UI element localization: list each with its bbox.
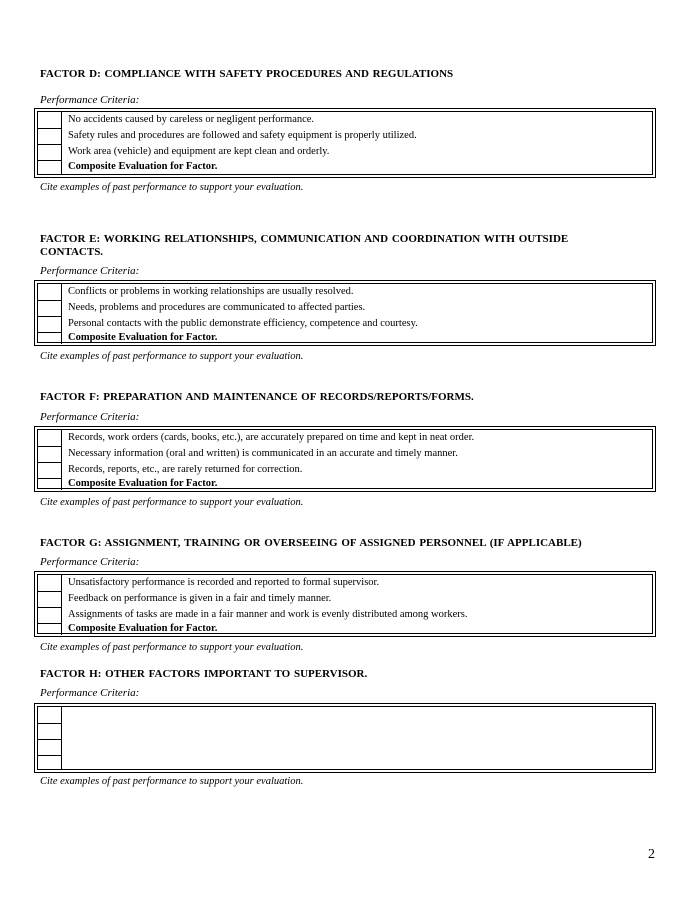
- criteria-row: [38, 607, 652, 623]
- composite-row: [38, 623, 652, 635]
- cite-examples-note: Cite examples of past performance to support your evaluation.: [40, 351, 304, 362]
- composite-rating-box[interactable]: [38, 478, 62, 490]
- criteria-row: [38, 430, 652, 446]
- rating-box[interactable]: [38, 707, 62, 723]
- factor-h-title: FACTOR H: OTHER FACTORS IMPORTANT TO SUPERVISOR.: [40, 668, 368, 680]
- rating-box[interactable]: [38, 723, 62, 739]
- criteria-row: [38, 128, 652, 144]
- factor-d-title: FACTOR D: COMPLIANCE WITH SAFETY PROCEDURES AND REGULATIONS: [40, 68, 454, 80]
- performance-criteria-label: Performance Criteria:: [40, 556, 140, 568]
- criteria-text: Needs, problems and procedures are communicated to affected parties.: [68, 302, 366, 313]
- page-number: 2: [648, 847, 655, 862]
- factor-h-criteria-table: [34, 703, 656, 773]
- composite-rating-box[interactable]: [38, 332, 62, 344]
- performance-criteria-label: Performance Criteria:: [40, 687, 140, 699]
- rating-box[interactable]: [38, 316, 62, 332]
- criteria-row: [38, 446, 652, 462]
- criteria-text: Conflicts or problems in working relationships are usually resolved.: [68, 286, 354, 297]
- factor-e-section: [40, 233, 656, 362]
- criteria-row: [38, 575, 652, 591]
- cite-examples-note: Cite examples of past performance to support your evaluation.: [40, 182, 304, 193]
- criteria-row: [38, 144, 652, 160]
- criteria-row: [38, 462, 652, 478]
- criteria-text: Assignments of tasks are made in a fair manner and work is evenly distributed among workers.: [68, 609, 468, 620]
- factor-h-section: [40, 668, 656, 787]
- composite-label: Composite Evaluation for Factor.: [68, 161, 218, 172]
- criteria-text: Safety rules and procedures are followed and safety equipment is properly utilized.: [68, 130, 417, 141]
- factor-f-section: [40, 391, 656, 508]
- rating-box[interactable]: [38, 446, 62, 462]
- rating-box[interactable]: [38, 300, 62, 316]
- cite-examples-note: Cite examples of past performance to support your evaluation.: [40, 776, 304, 787]
- factor-g-title: FACTOR G: ASSIGNMENT, TRAINING OR OVERSEEING OF ASSIGNED PERSONNEL (IF APPLICABLE): [40, 537, 582, 549]
- composite-rating-box[interactable]: [38, 623, 62, 635]
- factor-d-section: [40, 68, 656, 193]
- factor-e-criteria-table: [34, 280, 656, 346]
- factor-g-section: [40, 537, 656, 653]
- rating-box[interactable]: [38, 128, 62, 144]
- performance-criteria-label: Performance Criteria:: [40, 94, 140, 106]
- factor-d-criteria-table: [34, 108, 656, 178]
- factor-f-criteria-table: [34, 426, 656, 492]
- composite-row: [38, 478, 652, 490]
- factor-f-title: FACTOR F: PREPARATION AND MAINTENANCE OF RECORDS/REPORTS/FORMS.: [40, 391, 474, 403]
- criteria-text: No accidents caused by careless or negligent performance.: [68, 114, 315, 125]
- rating-box[interactable]: [38, 591, 62, 607]
- composite-label: Composite Evaluation for Factor.: [68, 478, 218, 489]
- rating-box[interactable]: [38, 755, 62, 769]
- criteria-text: Feedback on performance is given in a fair and timely manner.: [68, 593, 332, 604]
- factor-g-criteria-table: [34, 571, 656, 637]
- performance-criteria-label: Performance Criteria:: [40, 411, 140, 423]
- performance-criteria-label: Performance Criteria:: [40, 265, 140, 277]
- rating-box[interactable]: [38, 607, 62, 623]
- criteria-row: [38, 284, 652, 300]
- criteria-text: Records, reports, etc., are rarely returned for correction.: [68, 464, 303, 475]
- composite-label: Composite Evaluation for Factor.: [68, 332, 218, 343]
- cite-examples-note: Cite examples of past performance to support your evaluation.: [40, 497, 304, 508]
- criteria-row: [38, 591, 652, 607]
- criteria-text: Work area (vehicle) and equipment are kept clean and orderly.: [68, 146, 330, 157]
- rating-box[interactable]: [38, 575, 62, 591]
- rating-box[interactable]: [38, 112, 62, 128]
- criteria-text: Unsatisfactory performance is recorded and reported to formal supervisor.: [68, 577, 380, 588]
- rating-box[interactable]: [38, 739, 62, 755]
- criteria-row: [38, 112, 652, 128]
- criteria-text: Personal contacts with the public demonstrate efficiency, competence and courtesy.: [68, 318, 418, 329]
- criteria-row: [38, 316, 652, 332]
- composite-rating-box[interactable]: [38, 160, 62, 174]
- blank-entry-area[interactable]: [63, 707, 652, 769]
- criteria-row: [38, 300, 652, 316]
- composite-row: [38, 160, 652, 174]
- criteria-text: Records, work orders (cards, books, etc.), are accurately prepared on time and kept in neat order.: [68, 432, 475, 443]
- rating-box[interactable]: [38, 284, 62, 300]
- factor-e-title-line1: FACTOR E: WORKING RELATIONSHIPS, COMMUNICATION AND COORDINATION WITH OUTSIDE: [40, 233, 569, 245]
- composite-row: [38, 332, 652, 344]
- criteria-text: Necessary information (oral and written) is communicated in an accurate and timely manner.: [68, 448, 458, 459]
- rating-box[interactable]: [38, 462, 62, 478]
- cite-examples-note: Cite examples of past performance to support your evaluation.: [40, 642, 304, 653]
- composite-label: Composite Evaluation for Factor.: [68, 623, 218, 634]
- rating-box[interactable]: [38, 144, 62, 160]
- rating-box[interactable]: [38, 430, 62, 446]
- factor-e-title-line2: CONTACTS.: [40, 246, 104, 258]
